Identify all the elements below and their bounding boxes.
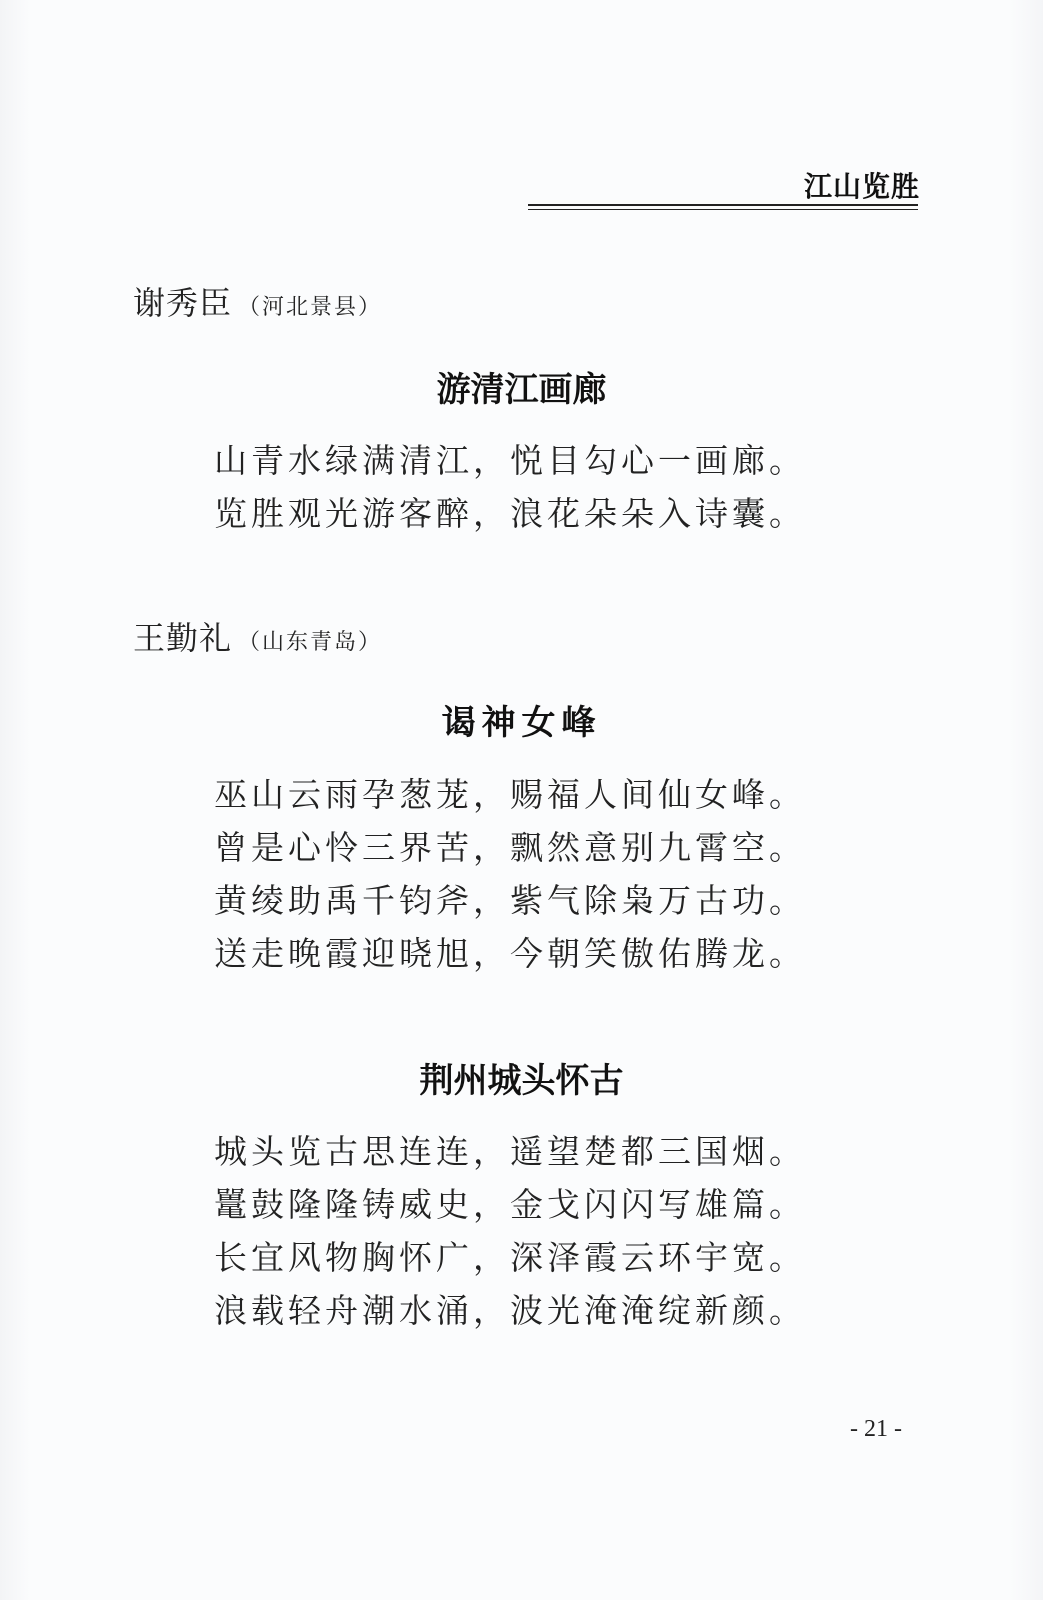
poem-line: 长宜风物胸怀广，深泽霞云环宇宽。 (214, 1238, 806, 1277)
author-place: （河北景县） (238, 295, 383, 320)
poem-line: 黄绫助禹千钧斧，紫气除枭万古功。 (214, 881, 806, 920)
poem-line: 山青水绿满清江，悦目勾心一画廊。 (214, 441, 806, 480)
header-rule-thick (528, 204, 918, 206)
author-line (133, 613, 382, 659)
poem-line: 送走晚霞迎晓旭，今朝笑傲佑腾龙。 (214, 934, 806, 973)
running-head: 江山览胜 (803, 170, 920, 203)
page-number: - 21 - (850, 1416, 902, 1442)
poem-line: 巫山云雨孕葱茏，赐福人间仙女峰。 (214, 775, 806, 814)
poem-title: 荆州城头怀古 (419, 1061, 624, 1101)
author-name: 王勤礼 (133, 619, 233, 657)
poem-line: 曾是心怜三界苦，飘然意别九霄空。 (214, 828, 806, 867)
poem-body (214, 768, 834, 980)
author-line (133, 278, 382, 324)
poem-body (214, 434, 834, 540)
poem-line: 鼍鼓隆隆铸威史，金戈闪闪写雄篇。 (214, 1185, 806, 1224)
poem-body (214, 1125, 834, 1337)
poem-title: 游清江画廊 (436, 370, 607, 410)
poem-line: 城头览古思连连，遥望楚都三国烟。 (214, 1132, 806, 1171)
poem-title: 谒神女峰 (441, 703, 602, 743)
poem-line: 浪载轻舟潮水涌，波光淹淹绽新颜。 (214, 1291, 806, 1330)
author-name: 谢秀臣 (133, 284, 233, 322)
poem-line: 览胜观光游客醉，浪花朵朵入诗囊。 (214, 494, 806, 533)
author-place: （山东青岛） (238, 630, 383, 655)
header-rule-thin (528, 209, 918, 210)
